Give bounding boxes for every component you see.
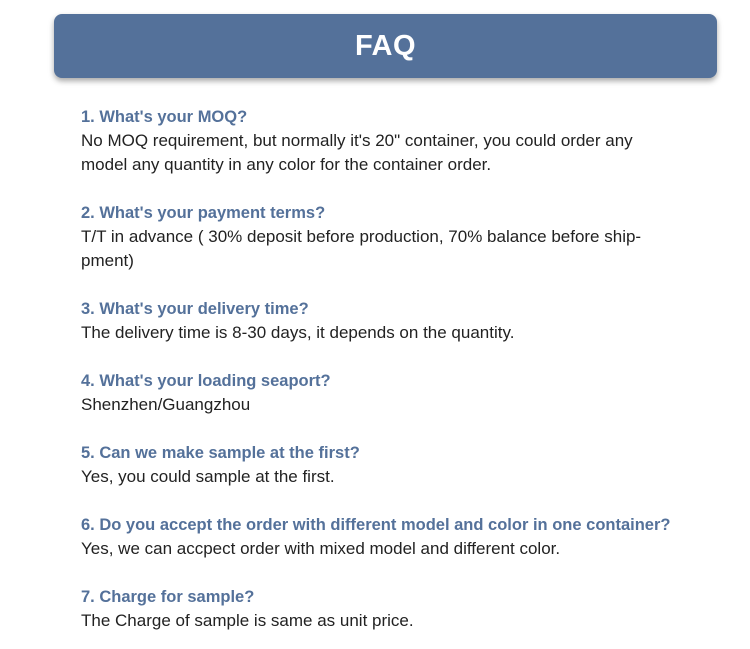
faq-answer <box>81 609 721 633</box>
faq-answer <box>81 321 721 345</box>
faq-question: 5. Can we make sample at the first? <box>81 444 360 462</box>
faq-answer-line: No MOQ requirement, but normally it's 20" container, you could order any <box>81 131 633 150</box>
page-title: FAQ <box>354 29 417 62</box>
faq-answer-line: T/T in advance ( 30% deposit before production, 70% balance before ship- <box>81 227 642 246</box>
faq-answer-line: The delivery time is 8-30 days, it depends on the quantity. <box>81 323 515 342</box>
faq-answer-line: The Charge of sample is same as unit price. <box>81 611 414 630</box>
faq-answer-line: model any quantity in any color for the container order. <box>81 155 492 174</box>
faq-answer-line: Yes, we can accpect order with mixed model and different color. <box>81 539 561 558</box>
faq-answer <box>81 537 721 561</box>
faq-question: 4. What's your loading seaport? <box>81 372 331 390</box>
faq-header-bar <box>54 14 717 78</box>
faq-answer-line: Shenzhen/Guangzhou <box>81 395 251 414</box>
faq-item-2 <box>81 201 721 273</box>
faq-item-4 <box>81 369 721 417</box>
faq-item-7 <box>81 585 721 633</box>
faq-item-6 <box>81 513 721 561</box>
faq-item-3 <box>81 297 721 345</box>
faq-question: 3. What's your delivery time? <box>81 300 309 318</box>
faq-question: 7. Charge for sample? <box>81 588 255 606</box>
faq-answer <box>81 393 721 417</box>
faq-item-5 <box>81 441 721 489</box>
faq-answer-line: Yes, you could sample at the first. <box>81 467 335 486</box>
faq-question: 1. What's your MOQ? <box>81 108 248 126</box>
faq-item-1 <box>81 105 721 177</box>
faq-list <box>81 105 721 633</box>
faq-answer <box>81 225 721 273</box>
faq-answer-line: pment) <box>81 251 134 270</box>
faq-answer <box>81 465 721 489</box>
faq-answer <box>81 129 721 177</box>
faq-question: 2. What's your payment terms? <box>81 204 326 222</box>
faq-question: 6. Do you accept the order with different model and color in one container? <box>81 516 671 534</box>
